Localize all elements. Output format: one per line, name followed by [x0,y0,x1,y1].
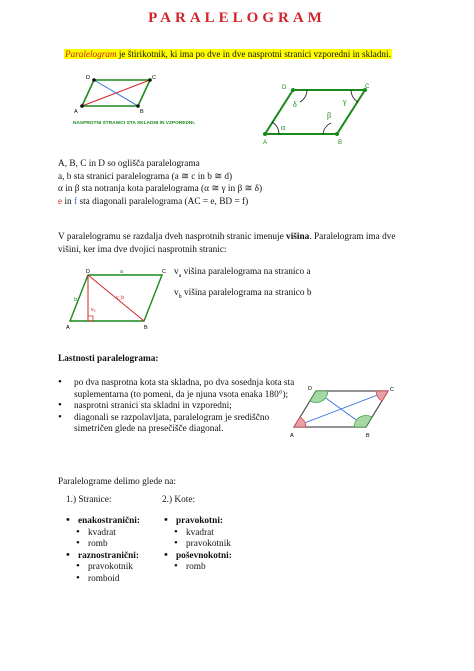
properties-heading: Lastnosti paralelograma: [58,354,159,364]
fig1-label-d: D [86,75,90,81]
division-col1-heading: 1.) Stranice: [66,495,112,505]
svg-text:B: B [366,433,370,439]
division-col2-heading: 2.) Kote: [162,495,196,505]
svg-text:C: C [162,269,166,275]
definition-text: je štirikotnik, ki ima po dve in dve nasprotni stranici vzporedni in skladni. [116,49,391,59]
svg-text:D: D [308,386,312,392]
fig2-label-d: D [282,85,287,91]
fact-diagonals: e in f sta diagonali paralelograma (AC = e, BD = f) [58,196,249,207]
height-intro: V paralelogramu se razdalja dveh nasprotnih stranic imenuje višina. Paralelogram ima dve višini, ker ima dve dvojici nasprotnih stranic: [58,232,396,255]
fig2-label-b: B [338,140,343,146]
fig2-beta: β [327,111,332,120]
fig2-label-a: A [263,140,268,146]
svg-text:D: D [86,269,90,275]
page-title: PARALELOGRAM [148,10,326,26]
col2-item: • romb [164,562,232,574]
fig1-label-b: B [140,109,144,115]
property-item: • po dva nasprotna kota sta skladna, po dva sosednja kota sta suplementarna (to pomeni, da je njuna vsota enaka 180°); [58,378,308,401]
svg-text:A: A [66,325,70,331]
svg-text:C: C [390,387,394,393]
svg-text:v_b: v_b [116,295,125,301]
svg-text:A: A [290,433,294,439]
col1-item: • romboid [66,574,140,586]
col1-item: • pravokotnik [66,562,140,574]
svg-text:b: b [74,297,78,303]
col2-item: • kvadrat [164,528,232,540]
figure-parallelogram-heights [56,263,170,331]
fig2-delta: δ [293,100,297,109]
fig2-alpha: α [281,123,286,132]
definition [64,49,392,59]
col2-group-right: • pravokotni: [164,516,232,528]
col2-item: • pravokotnik [164,539,232,551]
facts-block [58,158,262,208]
height-vb: $v_b$ višina paralelograma na stranico b [174,288,312,300]
fact-f: f [74,196,78,207]
figure-parallelogram-properties [284,383,400,441]
property-item: • diagonali se razpolavljata, paralelogram je središčno simetričen glede na presečišče diagonal. [58,413,308,436]
fact-sides: a, b sta stranici paralelograma (a ≅ c in b ≅ d) [58,171,233,182]
property-item: • nasprotni stranici sta skladni in vzporedni; [58,401,308,413]
figure-parallelogram-diagonals [68,70,160,116]
division-intro: Paralelograme delimo glede na: [58,477,176,487]
svg-text:vₐ: vₐ [91,307,96,313]
properties-list [58,378,308,436]
col1-item: • kvadrat [66,528,140,540]
col1-group-equilateral: • enakostranični: [66,516,140,528]
division-col2 [164,516,232,574]
fig2-gamma: γ [343,97,347,106]
fact-e: e [58,196,63,207]
svg-text:a: a [120,269,124,275]
fig2-label-c: C [365,84,370,90]
fig1-label-a: A [74,109,78,115]
fact-vertices: A, B, C in D so oglišča paralelograma [58,159,200,169]
fig1-label-c: C [152,75,156,81]
fact-angles: α in β sta notranja kota paralelograma (α ≅ γ in β ≅ δ) [58,184,263,194]
figure1-caption: NASPROTNI STRANICI STA SKLADNI IN VZPOREDNI. [73,121,196,126]
col1-item: • romb [66,539,140,551]
svg-text:B: B [144,325,148,331]
figure-parallelogram-angles [255,80,377,146]
height-va: $v_a$ višina paralelograma na stranico a [174,267,311,279]
col2-group-oblique: • poševnokotni: [164,551,232,563]
definition-term: Paralelogram [65,49,117,59]
col1-group-scalene: • raznostranični: [66,551,140,563]
division-col1 [66,516,140,585]
